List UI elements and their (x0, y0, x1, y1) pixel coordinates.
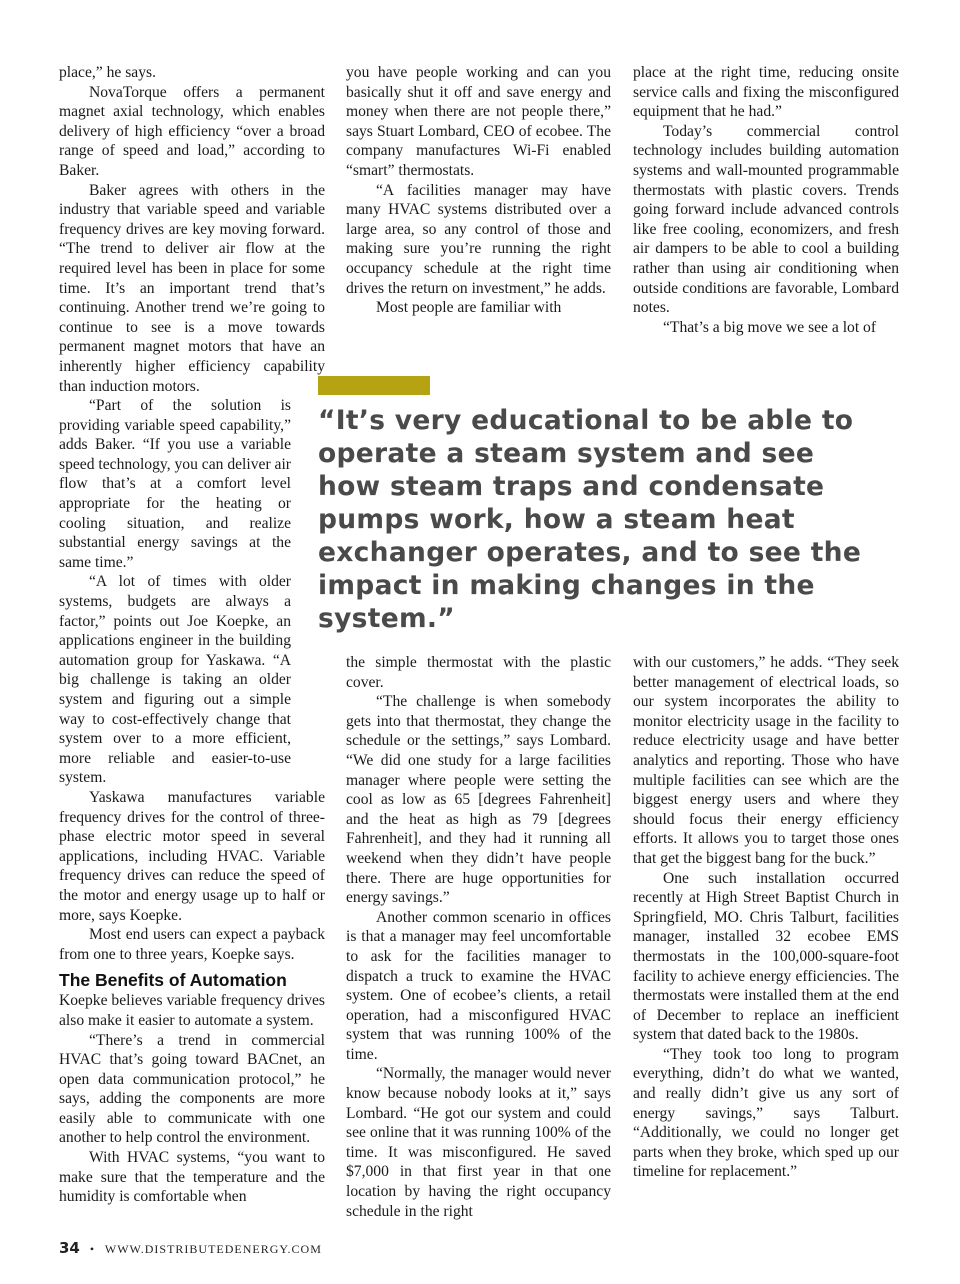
paragraph: you have people working and can you basically shut it off and save energy and money when there are not people there,” says Stuart Lombard, CEO of ecobee. The company manufactures Wi-Fi enabled “smart” thermostats. (346, 64, 611, 179)
paragraph: “They took too long to program everything, didn’t do what we wanted, and really didn’t give us any sort of energy savings,” says Talburt. “Additionally, we could no longer get parts when they broke, which sped up our timeline for replacement.” (633, 1045, 899, 1181)
paragraph: One such installation occurred recently at High Street Baptist Church in Springfield, MO. Chris Talburt, facilities manager, installed 32 ecobee EMS thermostats in the 100,000-square-foot facility to achieve energy efficiencies. The thermostats were installed them at the end of December to replace an inefficient system that dated back to the 1980s. (633, 869, 899, 1044)
paragraph: Today’s commercial control technology includes building automation systems and wall-mounted programmable thermostats with plastic covers. Trends going forward include advanced controls like free cooling, economizers, and fresh air dampers to be able to cool a building rather than using air conditioning when outside conditions are favorable, Lombard notes. (633, 122, 899, 317)
paragraph: With HVAC systems, “you want to make sure that the temperature and the humidity is comfortable when (59, 1149, 325, 1206)
article-column-2-top (346, 63, 611, 318)
paragraph: Yaskawa manufactures variable frequency drives for the control of three-phase electric motor speed in several applications, including HVAC. Variable frequency drives can reduce the speed of the motor and energy usage up to half or more, says Koepke. (59, 788, 325, 924)
article-column-2-bottom (346, 653, 611, 1221)
paragraph: “The challenge is when somebody gets into that thermostat, they change the schedule or the settings,” says Lombard. “We did one study for a large facilities manager where people were setting the cool as low as 65 [degrees Fahrenheit] and the heat as high as 79 [degrees Fahrenheit], and they had it running all weekend when they didn’t have people there. There are huge opportunities for energy savings.” (346, 693, 611, 907)
paragraph: place,” he says. (59, 64, 156, 81)
page-footer (59, 1239, 322, 1257)
paragraph: “A lot of times with older systems, budgets are always a factor,” points out Joe Koepke, an applications engineer in the building automation group for Yaskawa. “A big challenge is taking an older system and figuring out a simple way to cost-effectively change that system over to a more efficient, more reliable and easier-to-use system. (59, 573, 291, 787)
paragraph: NovaTorque offers a permanent magnet axial technology, which enables delivery of high efficiency “over a broad range of speed and load,” according to Baker. (59, 83, 325, 179)
paragraph: the simple thermostat with the plastic cover. (346, 654, 611, 691)
pull-quote-accent-bar (318, 376, 430, 395)
footer-bullet: • (89, 1242, 96, 1256)
article-column-3-bottom (633, 653, 899, 1182)
footer-url: WWW.DISTRIBUTEDENERGY.COM (104, 1242, 322, 1256)
paragraph: “There’s a trend in commercial HVAC that’s going toward BACnet, an open data communication protocol,” he says, adding the components are more easily able to communicate with one another to help control the environment. (59, 1031, 325, 1147)
paragraph: place at the right time, reducing onsite service calls and fixing the misconfigured equipment that he had.” (633, 64, 899, 121)
paragraph: “A facilities manager may have many HVAC systems distributed over a large area, so any control of those and making sure you’re running the right occupancy schedule at the right time drives the return on investment,” he adds. (346, 181, 611, 297)
section-heading: The Benefits of Automation (59, 970, 287, 991)
paragraph: “Normally, the manager would never know because nobody looks at it,” says Lombard. “He got our system and could see online that it was running 100% of the time. It was misconfigured. He saved $7,000 in that first year in that one location by having the right occupancy schedule in the right (346, 1065, 611, 1220)
pull-quote: “It’s very educational to be able to operate a steam system and see how steam traps and condensate pumps work, how a steam heat exchanger operates, and to see the impact in making changes in the system.” (318, 405, 862, 634)
paragraph: Most end users can expect a payback from one to three years, Koepke says. (59, 926, 325, 963)
paragraph: “That’s a big move we see a lot of (663, 318, 877, 336)
paragraph: Baker agrees with others in the industry that variable speed and variable frequency drives are key moving forward. “The trend to deliver air flow at the required level has been in place for some time. It’s an important trend that’s continuing. Another trend we’re going to continue to see is a move towards permanent magnet motors that have an inherently higher efficiency capability than induction motors. (59, 181, 325, 395)
paragraph: Most people are familiar with (376, 299, 562, 317)
paragraph: Another common scenario in offices is that a manager may feel uncomfortable to ask for the facilities manager to dispatch a truck to examine the HVAC system. One of ecobee’s clients, a retail operation, had a misconfigured HVAC system that was running 100% of the time. (346, 908, 611, 1063)
paragraph: Koepke believes variable frequency drives also make it easier to automate a system. (59, 992, 325, 1029)
paragraph: “Part of the solution is providing variable speed capability,” adds Baker. “If you use a variable speed technology, you can deliver air flow that’s at a comfort level appropriate for the heating or cooling situation, and realize substantial energy savings at the same time.” (59, 397, 291, 571)
page-number: 34 (59, 1239, 80, 1257)
article-column-3-top (633, 63, 899, 337)
paragraph: with our customers,” he adds. “They seek better management of electrical loads, so our system incorporates the ability to monitor electricity usage in the facility to reduce electricity usage and have better analytics and reporting. Those who have multiple facilities can see which are the biggest energy users and where they should focus their energy efficiency efforts. It allows you to target those ones that get the biggest bang for the buck.” (633, 654, 899, 867)
article-column-1 (59, 63, 325, 1207)
